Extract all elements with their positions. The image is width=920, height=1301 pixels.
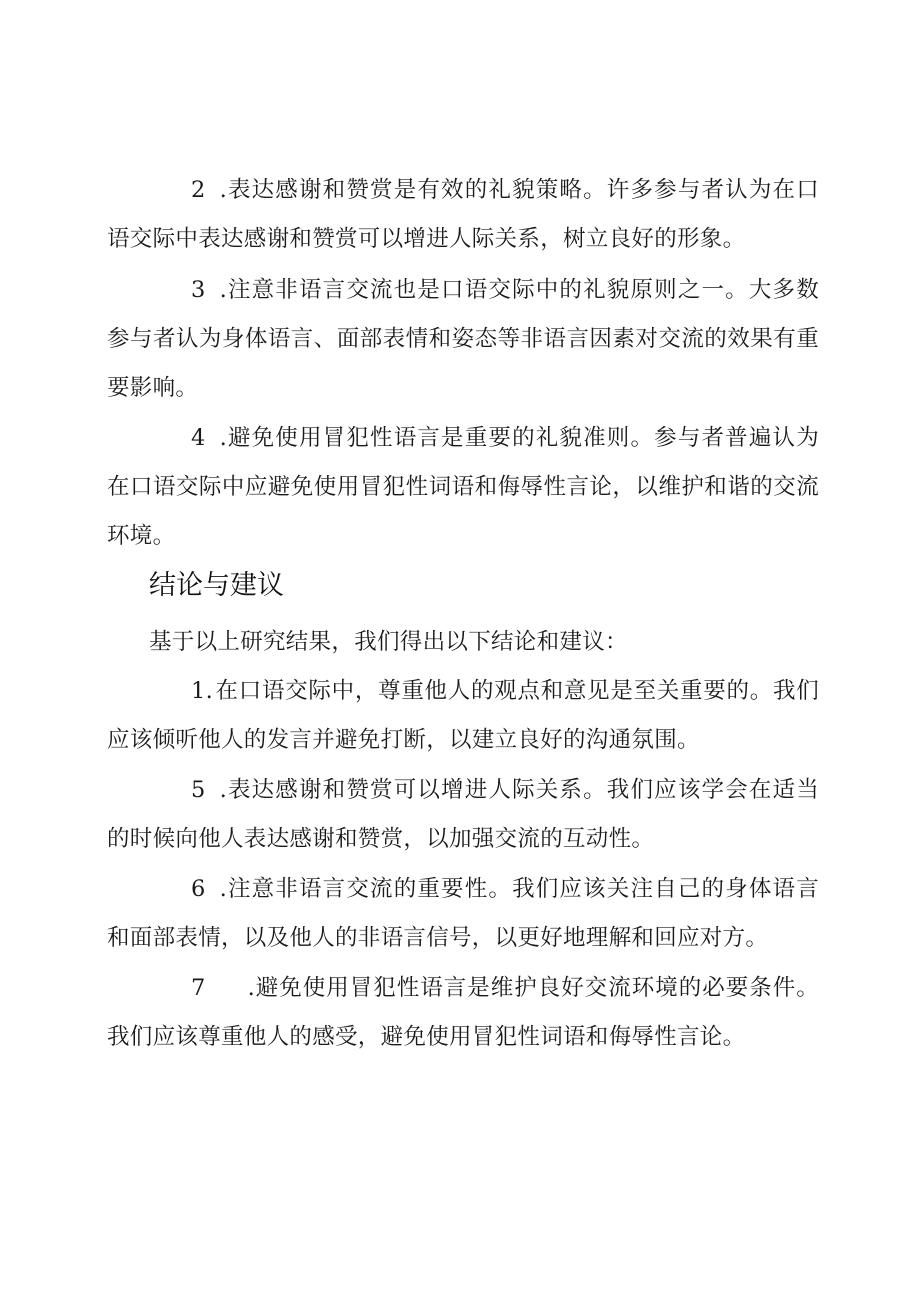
item-text: .表达感谢和赞赏可以增进人际关系。我们应该学会在适当的时候向他人表达感谢和赞赏，以加强交流的互动性。	[107, 777, 819, 852]
conclusion-intro: 基于以上研究结果，我们得出以下结论和建议：	[149, 629, 628, 655]
finding-item-2	[107, 166, 819, 264]
item-number: 1.	[191, 678, 214, 704]
item-text: .避免使用冒犯性语言是维护良好交流环境的必要条件。我们应该尊重他人的感受，避免使用冒犯性词语和侮辱性言论。	[107, 975, 819, 1050]
conclusion-item-1	[107, 667, 819, 765]
finding-item-4	[107, 414, 819, 561]
finding-item-3	[107, 266, 819, 413]
item-text: .避免使用冒犯性语言是重要的礼貌准则。参与者普遍认为在口语交际中应避免使用冒犯性词语和侮辱性言论，以维护和谐的交流环境。	[107, 425, 819, 549]
item-text: .注意非语言交流也是口语交际中的礼貌原则之一。大多数参与者认为身体语言、面部表情和姿态等非语言因素对交流的效果有重要影响。	[107, 277, 819, 401]
item-text: 在口语交际中，尊重他人的观点和意见是至关重要的。我们应该倾听他人的发言并避免打断，以建立良好的沟通氛围。	[107, 678, 819, 753]
item-number: 2	[191, 177, 206, 203]
item-number: 3	[191, 277, 206, 303]
conclusion-item-7	[107, 964, 819, 1062]
section-heading: 结论与建议	[149, 570, 284, 601]
item-text: .表达感谢和赞赏是有效的礼貌策略。许多参与者认为在口语交际中表达感谢和赞赏可以增进人际关系，树立良好的形象。	[107, 177, 819, 252]
conclusion-item-5	[107, 766, 819, 864]
item-text: .注意非语言交流的重要性。我们应该关注自己的身体语言和面部表情，以及他人的非语言信号，以更好地理解和回应对方。	[107, 876, 819, 951]
item-number: 6	[191, 876, 206, 902]
item-number: 5	[191, 777, 206, 803]
conclusion-item-6	[107, 865, 819, 963]
item-number: 4	[191, 425, 206, 451]
item-number: 7	[191, 975, 206, 1001]
